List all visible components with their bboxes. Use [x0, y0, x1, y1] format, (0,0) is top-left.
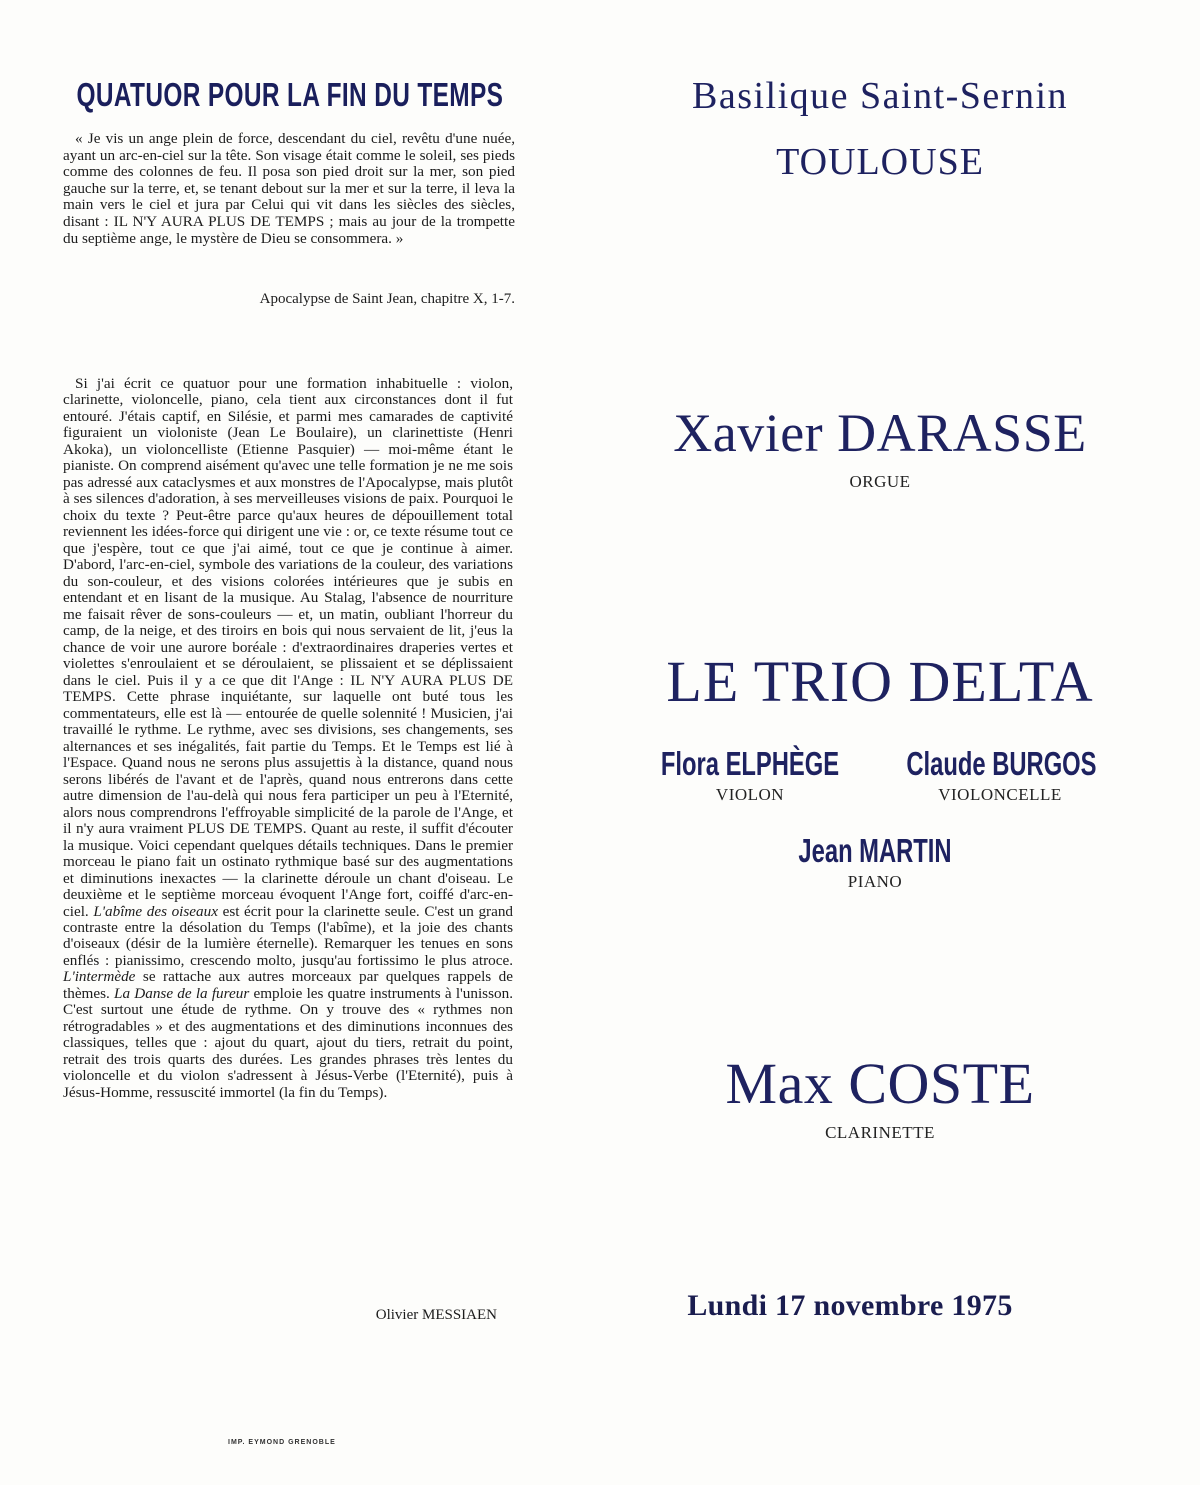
piece-title: QUATUOR POUR LA FIN DU TEMPS	[76, 76, 504, 113]
member-role-violin: VIOLON	[715, 785, 785, 804]
organist-role: ORGUE	[849, 472, 911, 491]
composer-signature: Olivier MESSIAEN	[375, 1307, 497, 1323]
ensemble-name: LE TRIO DELTA	[666, 649, 1094, 714]
essay-italic-2: L'intermède	[63, 968, 136, 986]
essay-text-1: Si j'ai écrit ce quatuor pour une formation inhabituelle : violon, clarinette, violoncelle, piano, cela tient aux circonstances dont il fut entouré. J'étais captif, en Silésie, et parmi mes camarades de captivité figuraient un violoniste (Jean Le Boulaire), un clarinettiste (Henri Akoka), un violoncelliste (Etienne Pasquier) — moi-même étant le pianiste. On comprend aisément qu'avec une telle formation je ne me sois pas adressé aux cataclysmes et aux monstres de l'Apocalypse, mais plutôt à ses silences d'adoration, à ses merveilleuses visions de paix. Pourquoi le choix du texte ? Peut-être parce qu'aux heures de dépouillement total reviennent les idées-force qui dirigent une vie : or, ce texte résume tout ce que j'espère, tout ce que j'ai aimé, tout ce que je continue à aimer. D'abord, l'arc-en-ciel, symbole des variations de la couleur, des variations du son-couleur, et des visions colorées intérieures que je subis en entendant et en lisant de la musique. Au Stalag, l'absence de nourriture me faisait rêver de sons-couleurs — et, un matin, oubliant l'horreur du camp, de la neige, et des tiroirs en bois qui nous servaient de lit, j'eus la chance de voir une aurore boréale : d'extraordinaires draperies vertes et violettes s'enroulaient et se déroulaient, se plissaient et se déplissaient dans le ciel. Puis il y a ce que dit l'Ange : IL N'Y AURA PLUS DE TEMPS. Cette phrase inquiétante, sur laquelle ont buté tous les commentateurs, elle est là — entourée de quelle solennité ! Musicien, j'ai travaillé le rythme. Le rythme, avec ses divisions, ses changements, ses alternances et ses inégalités, fait partie du Temps. Et le Temps est lié à l'Espace. Quand nous ne serons plus assujettis à la distance, quand nous serons libérés de l'avant et de l'après, quand nous entrerons dans cette autre dimension de l'au-delà qui nous fera participer un peu à l'Eternité, alors nous comprendrons l'effroyable simplicité de la parole de l'Ange, et il n'y aura vraiment PLUS DE TEMPS. Quant au reste, il suffit d'écouter la musique. Voici cependant quelques détails techniques. Dans le premier morceau le piano fait un ostinato rythmique basé sur des augmentations et diminutions inexactes — la clarinette déroule un chant d'oiseau. Le deuxième et le septième morceau évoquent l'Ange fort, coiffé d'arc-en-ciel.	[63, 375, 513, 920]
member-name-piano: Jean MARTIN	[798, 832, 952, 869]
member-role-piano: PIANO	[847, 872, 903, 891]
apocalypse-quote: « Je vis un ange plein de force, descendant du ciel, revêtu d'une nuée, ayant un arc-en-ciel sur la tête. Son visage était comme le soleil, ses pieds comme des colonnes de feu. Il posa son pied droit sur la mer, son pied gauche sur la terre, et, se tenant debout sur la mer et sur la terre, il leva la main vers le ciel et jura par Celui qui vit dans les siècles des siècles, disant : IL N'Y AURA PLUS DE TEMPS ; mais au jour de la trompette du septième ange, le mystère de Dieu se consommera. »	[63, 130, 515, 247]
member-role-cello: VIOLONCELLE	[938, 785, 1062, 804]
organist-name: Xavier DARASSE	[673, 403, 1087, 463]
essay-italic-1: L'abîme des oiseaux	[93, 902, 218, 920]
essay-text-3: se rattache aux autres morceaux par quelques rappels de thèmes.	[63, 968, 513, 1002]
essay-italic-3: La Danse de la fureur	[114, 984, 250, 1002]
member-name-cello: Claude BURGOS	[906, 745, 1097, 782]
member-name-violin: Flora ELPHÈGE	[660, 745, 840, 782]
composer-essay	[63, 376, 513, 1101]
printer-credit: IMP. EYMOND GRENOBLE	[228, 1439, 336, 1446]
venue-name: Basilique Saint-Sernin	[691, 75, 1069, 117]
essay-text-4: emploie les quatre instruments à l'unisson. C'est surtout une étude de rythme. On y trouve des « rythmes non rétrogradables » et des augmentations et des diminutions inconnues des classiques, telles que : ajout du quart, ajout du tiers, retrait du point, retrait des trois quarts des durées. Les grandes phrases très lentes du violoncelle et du violon s'adressent à Jésus-Verbe (l'Eternité), puis à Jésus-Homme, ressuscité immortel (la fin du Temps).	[63, 984, 513, 1101]
quote-source: Apocalypse de Saint Jean, chapitre X, 1-7.	[259, 291, 515, 307]
concert-date: Lundi 17 novembre 1975	[687, 1289, 1013, 1322]
clarinetist-role: CLARINETTE	[825, 1123, 935, 1142]
clarinetist-name: Max COSTE	[725, 1051, 1035, 1116]
venue-city: TOULOUSE	[776, 141, 984, 183]
essay-text-2: est écrit pour la clarinette seule. C'est un grand contraste entre la désolation du Temps (l'abîme), et la joie des chants d'oiseaux (désir de la lumière éternelle). Remarquer les tenues en sons enflés : pianissimo, crescendo molto, jusqu'au fortissimo le plus atroce.	[63, 902, 514, 969]
